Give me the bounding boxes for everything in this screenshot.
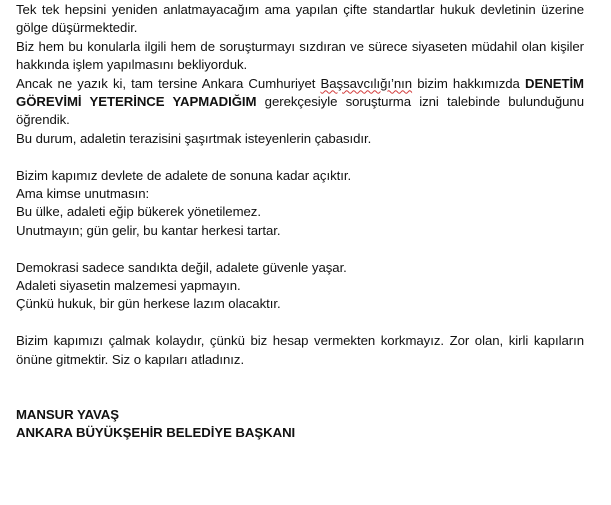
line-law-needed-by-all: Çünkü hukuk, bir gün herkese lazım olacaktır. <box>16 296 281 312</box>
signature-title: ANKARA BÜYÜKŞEHİR BELEDİYE BAŞKANI <box>16 425 296 441</box>
emphasized-phrase: DENETİM GÖREVİMİ YETERİNCE YAPMADIĞIM <box>16 75 584 110</box>
paragraph-expectation: Biz hem bu konularla ilgili hem de soruşturmayı sızdıran ve sürece siyaseten müdahil olan kişiler hakkında işlem yapılmasını bekliyorduk. <box>16 38 584 73</box>
paragraph-prosecution-request-pre: Ancak ne yazık ki, tam tersine Ankara Cumhuriyet <box>16 75 321 91</box>
line-democracy: Demokrasi sadece sandıkta değil, adalete güvenle yaşar. <box>16 259 347 275</box>
blank-line <box>16 240 584 258</box>
document-body <box>16 1 584 443</box>
paragraph-knocking-doors: Bizim kapımızı çalmak kolaydır, çünkü biz hesap vermekten korkmayız. Zor olan, kirli kapıların önüne gitmektir. Siz o kapıları atladınız. <box>16 333 584 367</box>
misspelled-word: Başsavcılığı’nın <box>320 75 413 91</box>
line-do-not-forget: Ama kimse unutmasın: <box>16 186 150 202</box>
blank-line <box>16 387 584 405</box>
paragraph-justice-scale: Bu durum, adaletin terazisini şaşırtmak isteyenlerin çabasıdır. <box>16 130 372 146</box>
line-justice-not-politics: Adaleti siyasetin malzemesi yapmayın. <box>16 278 241 294</box>
paragraph-prosecution-request-post: gerekçesiyle soruşturma izni talebinde bulunduğunu öğrendik. <box>16 94 584 128</box>
blank-line <box>16 314 584 332</box>
blank-line <box>16 148 584 166</box>
line-scale-weighs-all: Unutmayın; gün gelir, bu kantar herkesi tartar. <box>16 222 281 238</box>
line-country-governance: Bu ülke, adaleti eğip bükerek yönetilemez. <box>16 204 261 220</box>
line-door-open: Bizim kapımız devlete de adalete de sonuna kadar açıktır. <box>16 167 352 183</box>
signature-name: MANSUR YAVAŞ <box>16 406 119 422</box>
paragraph-prosecution-request <box>16 75 584 130</box>
paragraph-prosecution-request-mid: bizim hakkımızda <box>412 75 525 91</box>
blank-line <box>16 369 584 387</box>
paragraph-double-standards: Tek tek hepsini yeniden anlatmayacağım ama yapılan çifte standartlar hukuk devletinin üzerine gölge düşürmektedir. <box>16 2 584 36</box>
